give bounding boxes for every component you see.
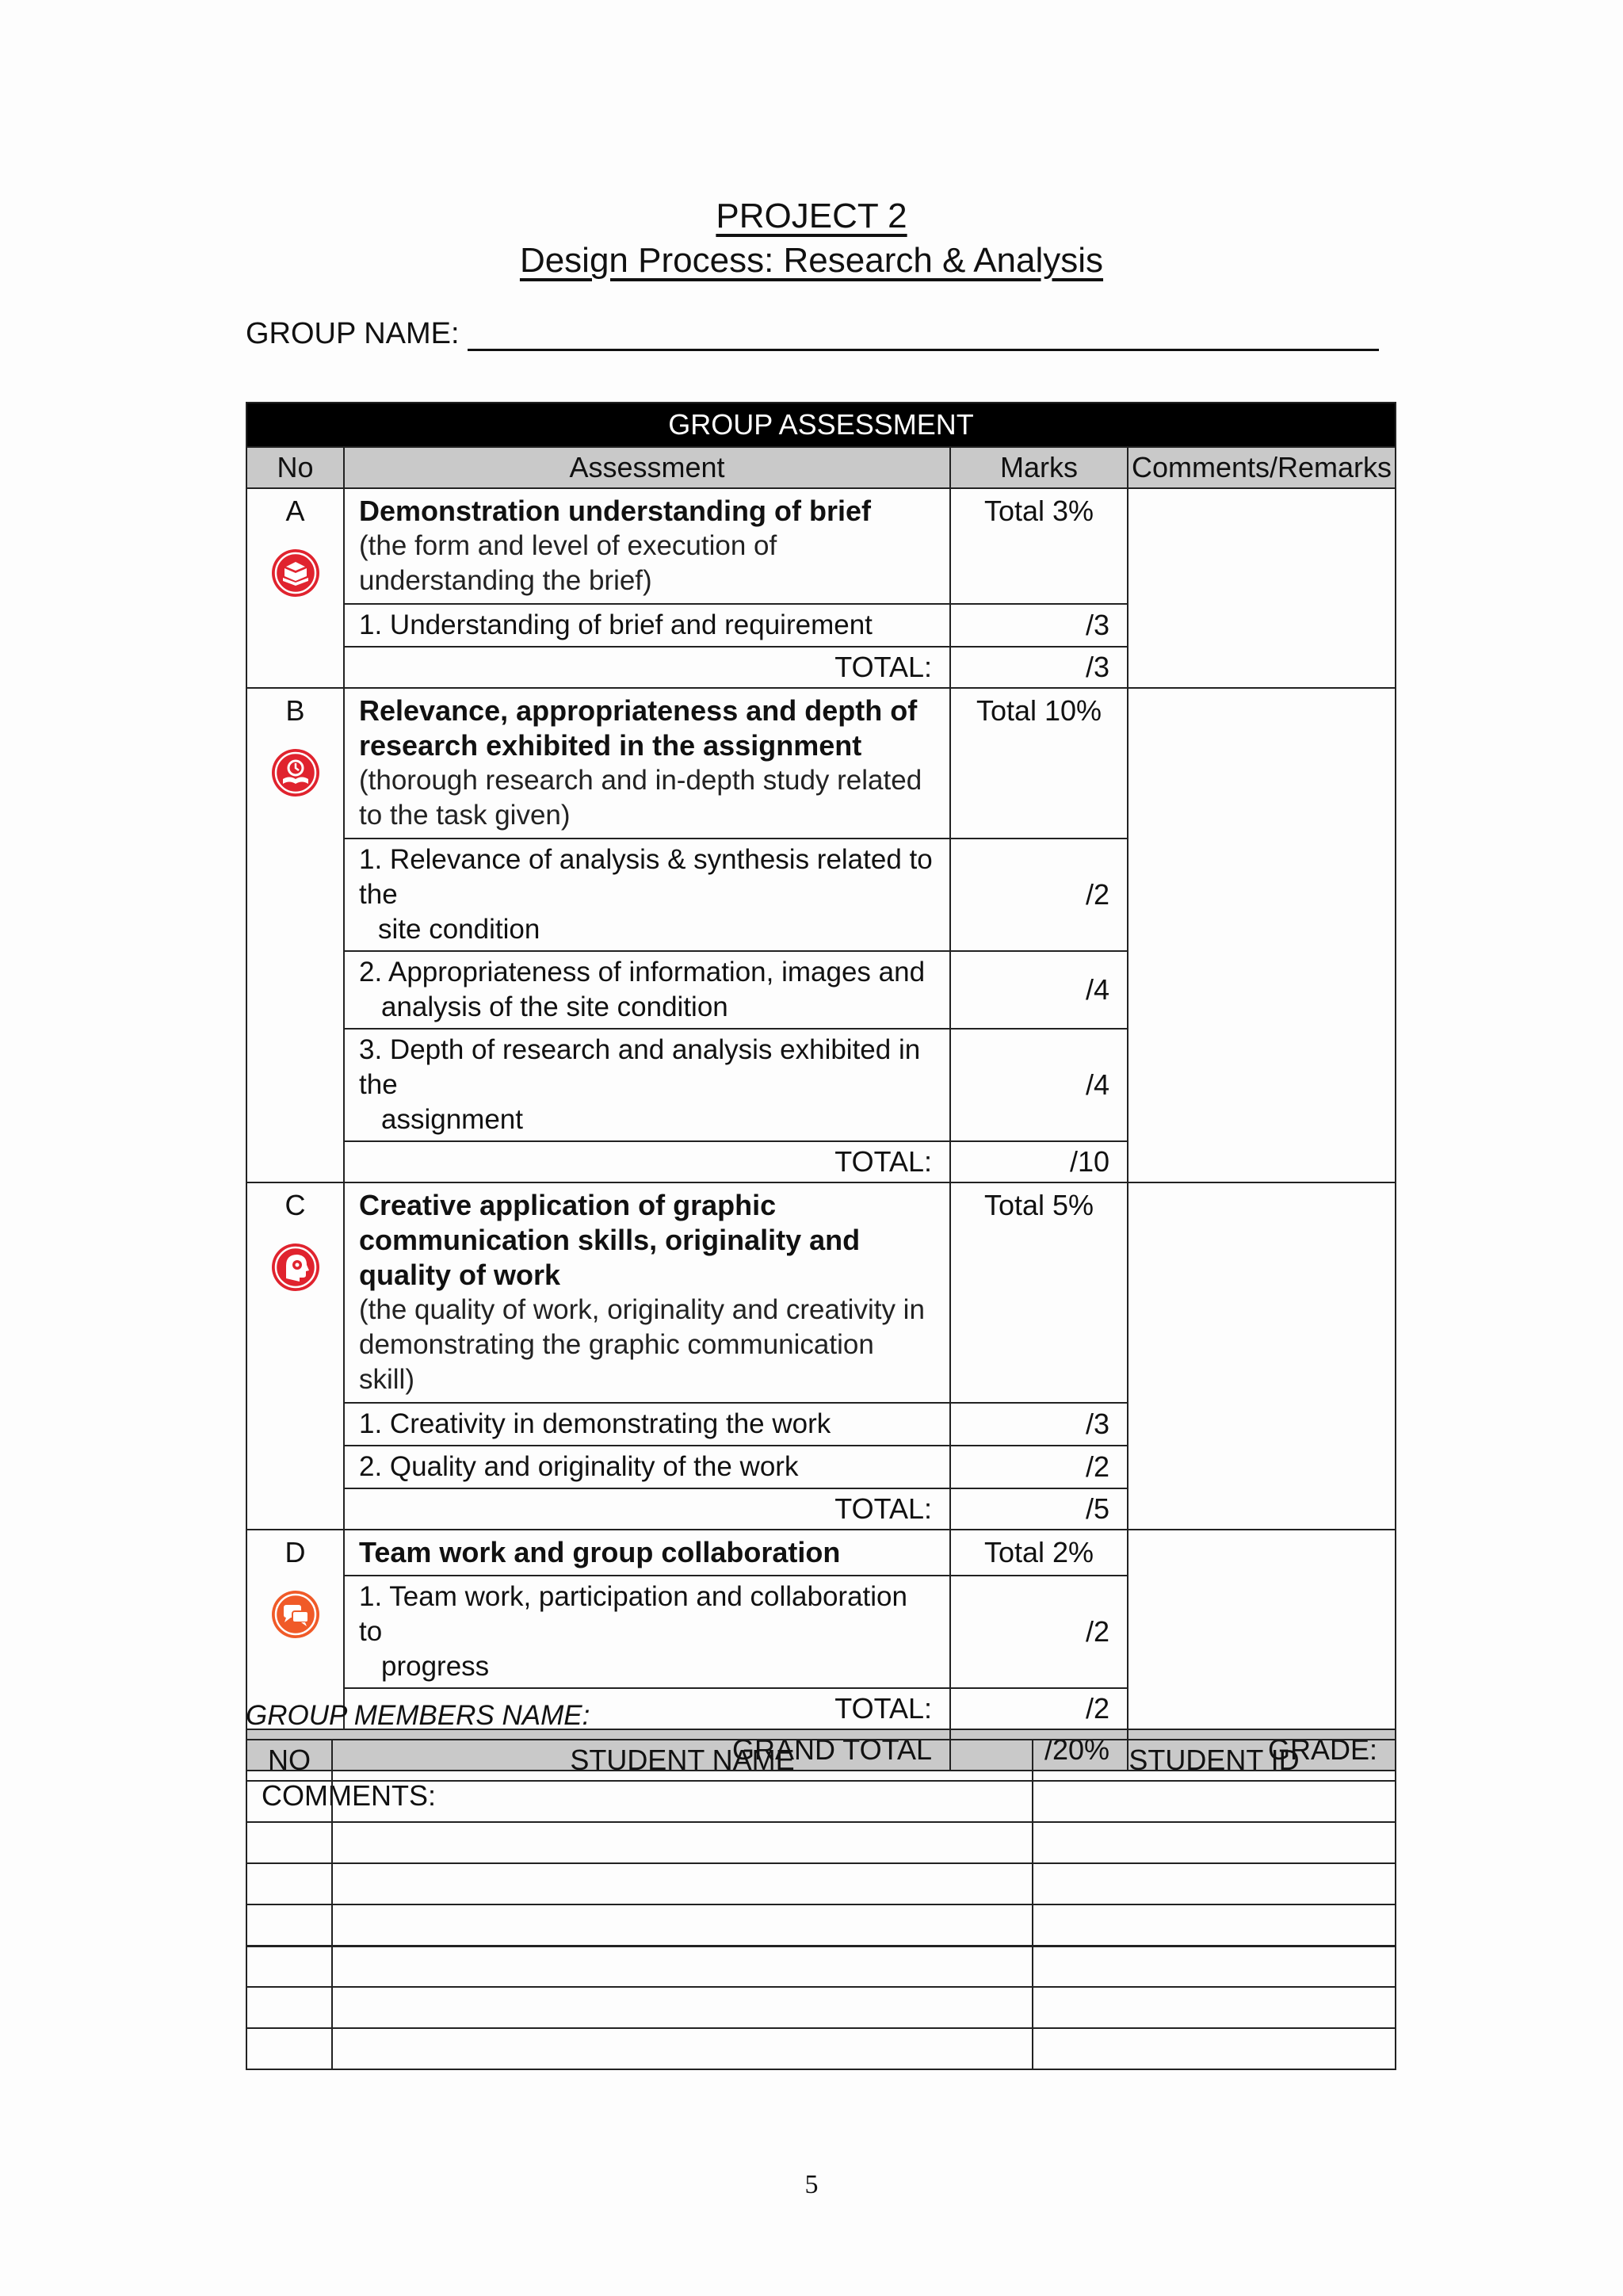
section-c-item-1: 1. Creativity in demonstrating the work [344, 1403, 950, 1446]
section-b-comments[interactable] [1128, 688, 1396, 1182]
section-b-total-percent: Total 10% [950, 688, 1128, 839]
group-members-table [246, 1739, 1396, 2070]
member-no-cell[interactable] [246, 1822, 332, 1863]
section-c-description: Creative application of graphic communication skills, originality and quality of work (the quality of work, originality and creativity in demonstrating the graphic communication skill) [344, 1182, 950, 1403]
column-header-no: NO [246, 1740, 332, 1781]
section-c-item-2-mark[interactable]: /2 [950, 1446, 1128, 1488]
member-id-cell[interactable] [1033, 1863, 1396, 1904]
research-icon [270, 747, 321, 798]
section-a-description: Demonstration understanding of brief (the form and level of execution of understanding the brief) [344, 488, 950, 604]
group-name-field [246, 317, 1379, 351]
table-row [246, 1987, 1396, 2028]
member-name-cell[interactable] [332, 1781, 1033, 1822]
section-a-no: A [246, 488, 344, 688]
member-name-cell[interactable] [332, 1822, 1033, 1863]
members-header-row [246, 1740, 1396, 1781]
table-row [246, 1946, 1396, 1987]
column-header-marks: Marks [950, 447, 1128, 488]
section-d-total-mark[interactable]: /2 [950, 1688, 1128, 1729]
table-row [246, 1822, 1396, 1863]
section-a-item-1-mark[interactable]: /3 [950, 604, 1128, 647]
section-d-no: D [246, 1530, 344, 1729]
group-members-label: GROUP MEMBERS NAME: [246, 1700, 590, 1731]
table-row [246, 1781, 1396, 1822]
member-id-cell[interactable] [1033, 1946, 1396, 1987]
section-d-description: Team work and group collaboration [344, 1530, 950, 1576]
section-a-comments[interactable] [1128, 488, 1396, 688]
project-subtitle: Design Process: Research & Analysis [519, 241, 1104, 280]
section-d-comments[interactable] [1128, 1530, 1396, 1729]
table-row [246, 1863, 1396, 1904]
member-name-cell[interactable] [332, 1987, 1033, 2028]
group-name-label: GROUP NAME: [246, 317, 460, 350]
member-name-cell[interactable] [332, 1863, 1033, 1904]
table-row [246, 1904, 1396, 1946]
member-no-cell[interactable] [246, 1781, 332, 1822]
section-b-item-3-mark[interactable]: /4 [950, 1029, 1128, 1141]
grade-label[interactable]: GRADE: [1128, 1729, 1396, 1771]
section-d-total-label: TOTAL: [344, 1688, 950, 1729]
member-id-cell[interactable] [1033, 1781, 1396, 1822]
section-d-heading-row [246, 1530, 1396, 1576]
section-c-item-2: 2. Quality and originality of the work [344, 1446, 950, 1488]
table-row [246, 2028, 1396, 2069]
member-no-cell[interactable] [246, 2028, 332, 2069]
section-a-heading-row [246, 488, 1396, 604]
chat-icon [270, 1589, 321, 1640]
section-b-total-label: TOTAL: [344, 1141, 950, 1182]
section-a-total-label: TOTAL: [344, 647, 950, 688]
member-no-cell[interactable] [246, 1863, 332, 1904]
section-b-item-2-mark[interactable]: /4 [950, 951, 1128, 1029]
assessment-header: GROUP ASSESSMENT [246, 403, 1396, 447]
section-b-item-1: 1. Relevance of analysis & synthesis related to the site condition [344, 839, 950, 951]
section-c-no: C [246, 1182, 344, 1530]
document-title [0, 194, 1623, 283]
section-c-heading-row [246, 1182, 1396, 1403]
group-name-blank-line[interactable] [468, 319, 1379, 351]
section-b-heading-row [246, 688, 1396, 839]
section-d-item-1-mark[interactable]: /2 [950, 1576, 1128, 1688]
section-b-total-mark[interactable]: /10 [950, 1141, 1128, 1182]
member-name-cell[interactable] [332, 2028, 1033, 2069]
member-id-cell[interactable] [1033, 2028, 1396, 2069]
section-d-item-1: 1. Team work, participation and collaboration to progress [344, 1576, 950, 1688]
section-c-item-1-mark[interactable]: /3 [950, 1403, 1128, 1446]
grand-total-mark[interactable]: /20% [950, 1729, 1128, 1771]
column-header-comments: Comments/Remarks [1128, 447, 1396, 488]
section-b-item-2: 2. Appropriateness of information, images and analysis of the site condition [344, 951, 950, 1029]
member-id-cell[interactable] [1033, 1904, 1396, 1946]
section-c-total-percent: Total 5% [950, 1182, 1128, 1403]
section-b-item-3: 3. Depth of research and analysis exhibited in the assignment [344, 1029, 950, 1141]
page-number: 5 [804, 2170, 819, 2199]
member-id-cell[interactable] [1033, 1822, 1396, 1863]
section-b-description: Relevance, appropriateness and depth of research exhibited in the assignment (thorough research and in-depth study related to the task given) [344, 688, 950, 839]
section-b-no: B [246, 688, 344, 1182]
member-name-cell[interactable] [332, 1904, 1033, 1946]
section-c-comments[interactable] [1128, 1182, 1396, 1530]
section-a-total-mark[interactable]: /3 [950, 647, 1128, 688]
column-header-assessment: Assessment [344, 447, 950, 488]
section-b-item-1-mark[interactable]: /2 [950, 839, 1128, 951]
section-d-total-percent: Total 2% [950, 1530, 1128, 1576]
member-no-cell[interactable] [246, 1904, 332, 1946]
book-icon [270, 548, 321, 598]
column-header-student-id: STUDENT ID [1033, 1740, 1396, 1781]
member-name-cell[interactable] [332, 1946, 1033, 1987]
section-a-item-1: 1. Understanding of brief and requirement [344, 604, 950, 647]
member-no-cell[interactable] [246, 1946, 332, 1987]
column-header-no: No [246, 447, 344, 488]
column-header-student-name: STUDENT NAME [332, 1740, 1033, 1781]
grand-total-label: GRAND TOTAL [246, 1729, 950, 1771]
comments-label: COMMENTS: [262, 1779, 436, 1812]
section-a-total-percent: Total 3% [950, 488, 1128, 604]
creative-head-icon [270, 1242, 321, 1293]
section-c-total-mark[interactable]: /5 [950, 1488, 1128, 1530]
project-title: PROJECT 2 [716, 197, 907, 235]
member-no-cell[interactable] [246, 1987, 332, 2028]
member-id-cell[interactable] [1033, 1987, 1396, 2028]
section-c-total-label: TOTAL: [344, 1488, 950, 1530]
